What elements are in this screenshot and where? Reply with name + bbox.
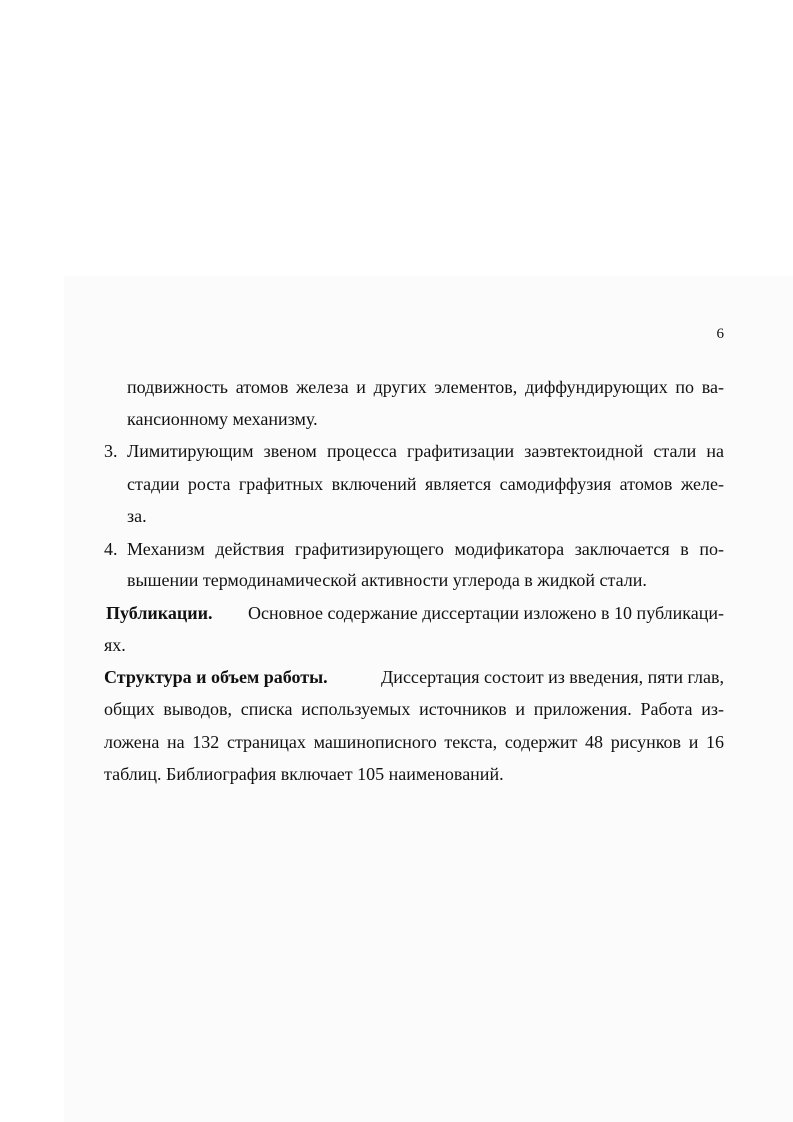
structure-paragraph-line-1 bbox=[104, 666, 724, 688]
continuation-line-1: подвижность атомов железа и других элементов, диффундирующих по ва- bbox=[127, 377, 724, 397]
page-number: 6 bbox=[716, 326, 724, 342]
list-item-3-line-2: стадии роста графитных включений является самодиффузия атомов желе- bbox=[127, 474, 724, 494]
publications-paragraph-line-2: ях. bbox=[104, 635, 126, 655]
continuation-line-2: кансионному механизму. bbox=[127, 409, 318, 429]
list-item-4-line-2: вышении термодинамической активности углерода в жидкой стали. bbox=[127, 570, 647, 590]
list-item-3-line-1: Лимитирующим звеном процесса графитизации заэвтектоидной стали на bbox=[127, 441, 724, 461]
list-item-3-line-3: за. bbox=[127, 506, 147, 526]
structure-paragraph-line-3: ложена на 132 страницах машинописного текста, содержит 48 рисунков и 16 bbox=[104, 732, 724, 752]
list-item-4-line-1: Механизм действия графитизирующего модификатора заключается в по- bbox=[127, 539, 724, 559]
structure-text: Диссертация состоит из введения, пяти глав, bbox=[381, 667, 724, 687]
publications-heading: Публикации. bbox=[106, 603, 213, 623]
structure-heading: Структура и объем работы. bbox=[104, 667, 328, 687]
structure-paragraph-line-4: таблиц. Библиография включает 105 наименований. bbox=[104, 764, 504, 784]
list-item-number: 3. bbox=[104, 441, 118, 461]
structure-paragraph-line-2: общих выводов, списка используемых источников и приложения. Работа из- bbox=[104, 699, 724, 719]
publications-paragraph-line-1 bbox=[106, 602, 724, 624]
list-item-number: 4. bbox=[104, 539, 118, 559]
publications-text: Основное содержание диссертации изложено в 10 публикаци- bbox=[247, 603, 724, 623]
